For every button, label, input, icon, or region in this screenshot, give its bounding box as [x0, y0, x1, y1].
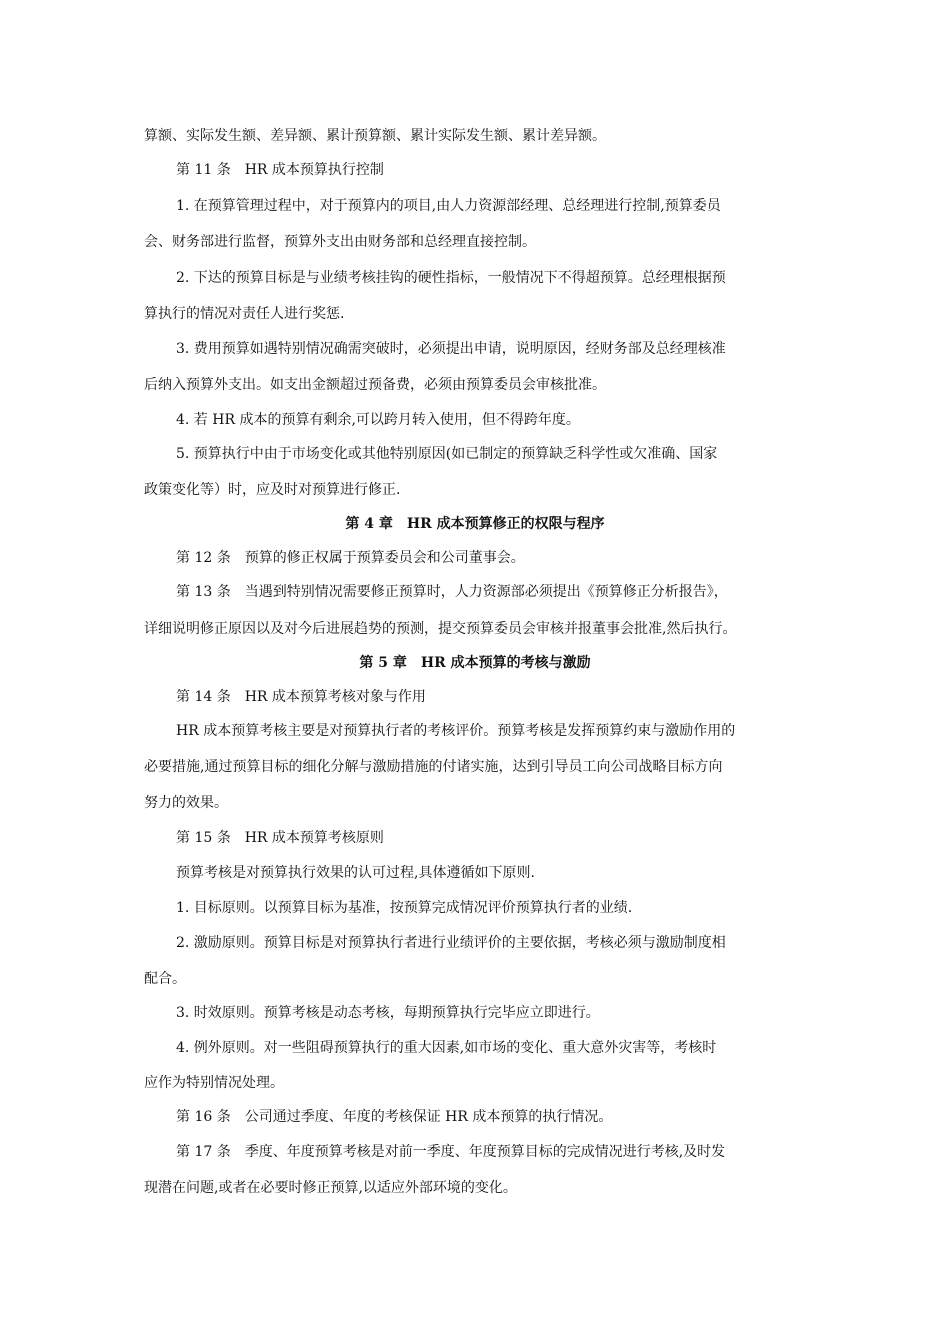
text-line: 2. 激励原则。预算目标是对预算执行者进行业绩评价的主要依据，考核必须与激励制度相 — [176, 935, 726, 951]
text-line: 现潜在问题,或者在必要时修正预算,以适应外部环境的变化。 — [144, 1180, 517, 1196]
article-15-title: 第 15 条 HR 成本预算考核原则 — [176, 830, 384, 846]
text-line: 政策变化等）时，应及时对预算进行修正. — [144, 482, 401, 498]
article-14-title: 第 14 条 HR 成本预算考核对象与作用 — [176, 689, 426, 705]
article-13: 第 13 条 当遇到特别情况需要修正预算时，人力资源部必须提出《预算修正分析报告》， — [176, 584, 728, 600]
text-line: 5. 预算执行中由于市场变化或其他特别原因(如已制定的预算缺乏科学性或欠准确、国家 — [176, 446, 718, 462]
text-line: 预算考核是对预算执行效果的认可过程,具体遵循如下原则. — [176, 865, 535, 881]
text-line: 4. 例外原则。对一些阻碍预算执行的重大因素,如市场的变化、重大意外灾害等，考核时 — [176, 1040, 717, 1056]
text-line: 配合。 — [144, 971, 186, 987]
text-line: 3. 费用预算如遇特别情况确需突破时，必须提出申请，说明原因，经财务部及总经理核准 — [176, 341, 726, 357]
text-line: 3. 时效原则。预算考核是动态考核，每期预算执行完毕应立即进行。 — [176, 1005, 600, 1021]
text-line: 算额、实际发生额、差异额、累计预算额、累计实际发生额、累计差异额。 — [144, 128, 606, 144]
text-line: HR 成本预算考核主要是对预算执行者的考核评价。预算考核是发挥预算约束与激励作用的 — [176, 723, 736, 739]
text-line: 算执行的情况对责任人进行奖惩. — [144, 306, 345, 322]
text-line: 1. 在预算管理过程中，对于预算内的项目,由人力资源部经理、总经理进行控制,预算委员 — [176, 198, 721, 214]
text-line: 4. 若 HR 成本的预算有剩余,可以跨月转入使用，但不得跨年度。 — [176, 412, 580, 428]
article-12: 第 12 条 预算的修正权属于预算委员会和公司董事会。 — [176, 550, 525, 566]
chapter-5-heading: 第 5 章 HR 成本预算的考核与激励 — [359, 655, 591, 671]
text-line: 后纳入预算外支出。如支出金额超过预备费，必须由预算委员会审核批准。 — [144, 377, 606, 393]
text-line: 必要措施,通过预算目标的细化分解与激励措施的付诸实施，达到引导员工向公司战略目标方向 — [144, 759, 723, 775]
text-line: 会、财务部进行监督，预算外支出由财务部和总经理直接控制。 — [144, 234, 536, 250]
article-11-title: 第 11 条 HR 成本预算执行控制 — [176, 162, 384, 178]
text-line: 应作为特别情况处理。 — [144, 1075, 284, 1091]
article-16: 第 16 条 公司通过季度、年度的考核保证 HR 成本预算的执行情况。 — [176, 1109, 613, 1125]
article-17: 第 17 条 季度、年度预算考核是对前一季度、年度预算目标的完成情况进行考核,及时发 — [176, 1144, 726, 1160]
text-line: 努力的效果。 — [144, 795, 228, 811]
text-line: 详细说明修正原因以及对今后进展趋势的预测，提交预算委员会审核并报董事会批准,然后执行。 — [144, 621, 737, 637]
text-line: 1. 目标原则。以预算目标为基准，按预算完成情况评价预算执行者的业绩. — [176, 900, 633, 916]
chapter-4-heading: 第 4 章 HR 成本预算修正的权限与程序 — [345, 516, 605, 532]
text-line: 2. 下达的预算目标是与业绩考核挂钩的硬性指标，一般情况下不得超预算。总经理根据预 — [176, 270, 726, 286]
